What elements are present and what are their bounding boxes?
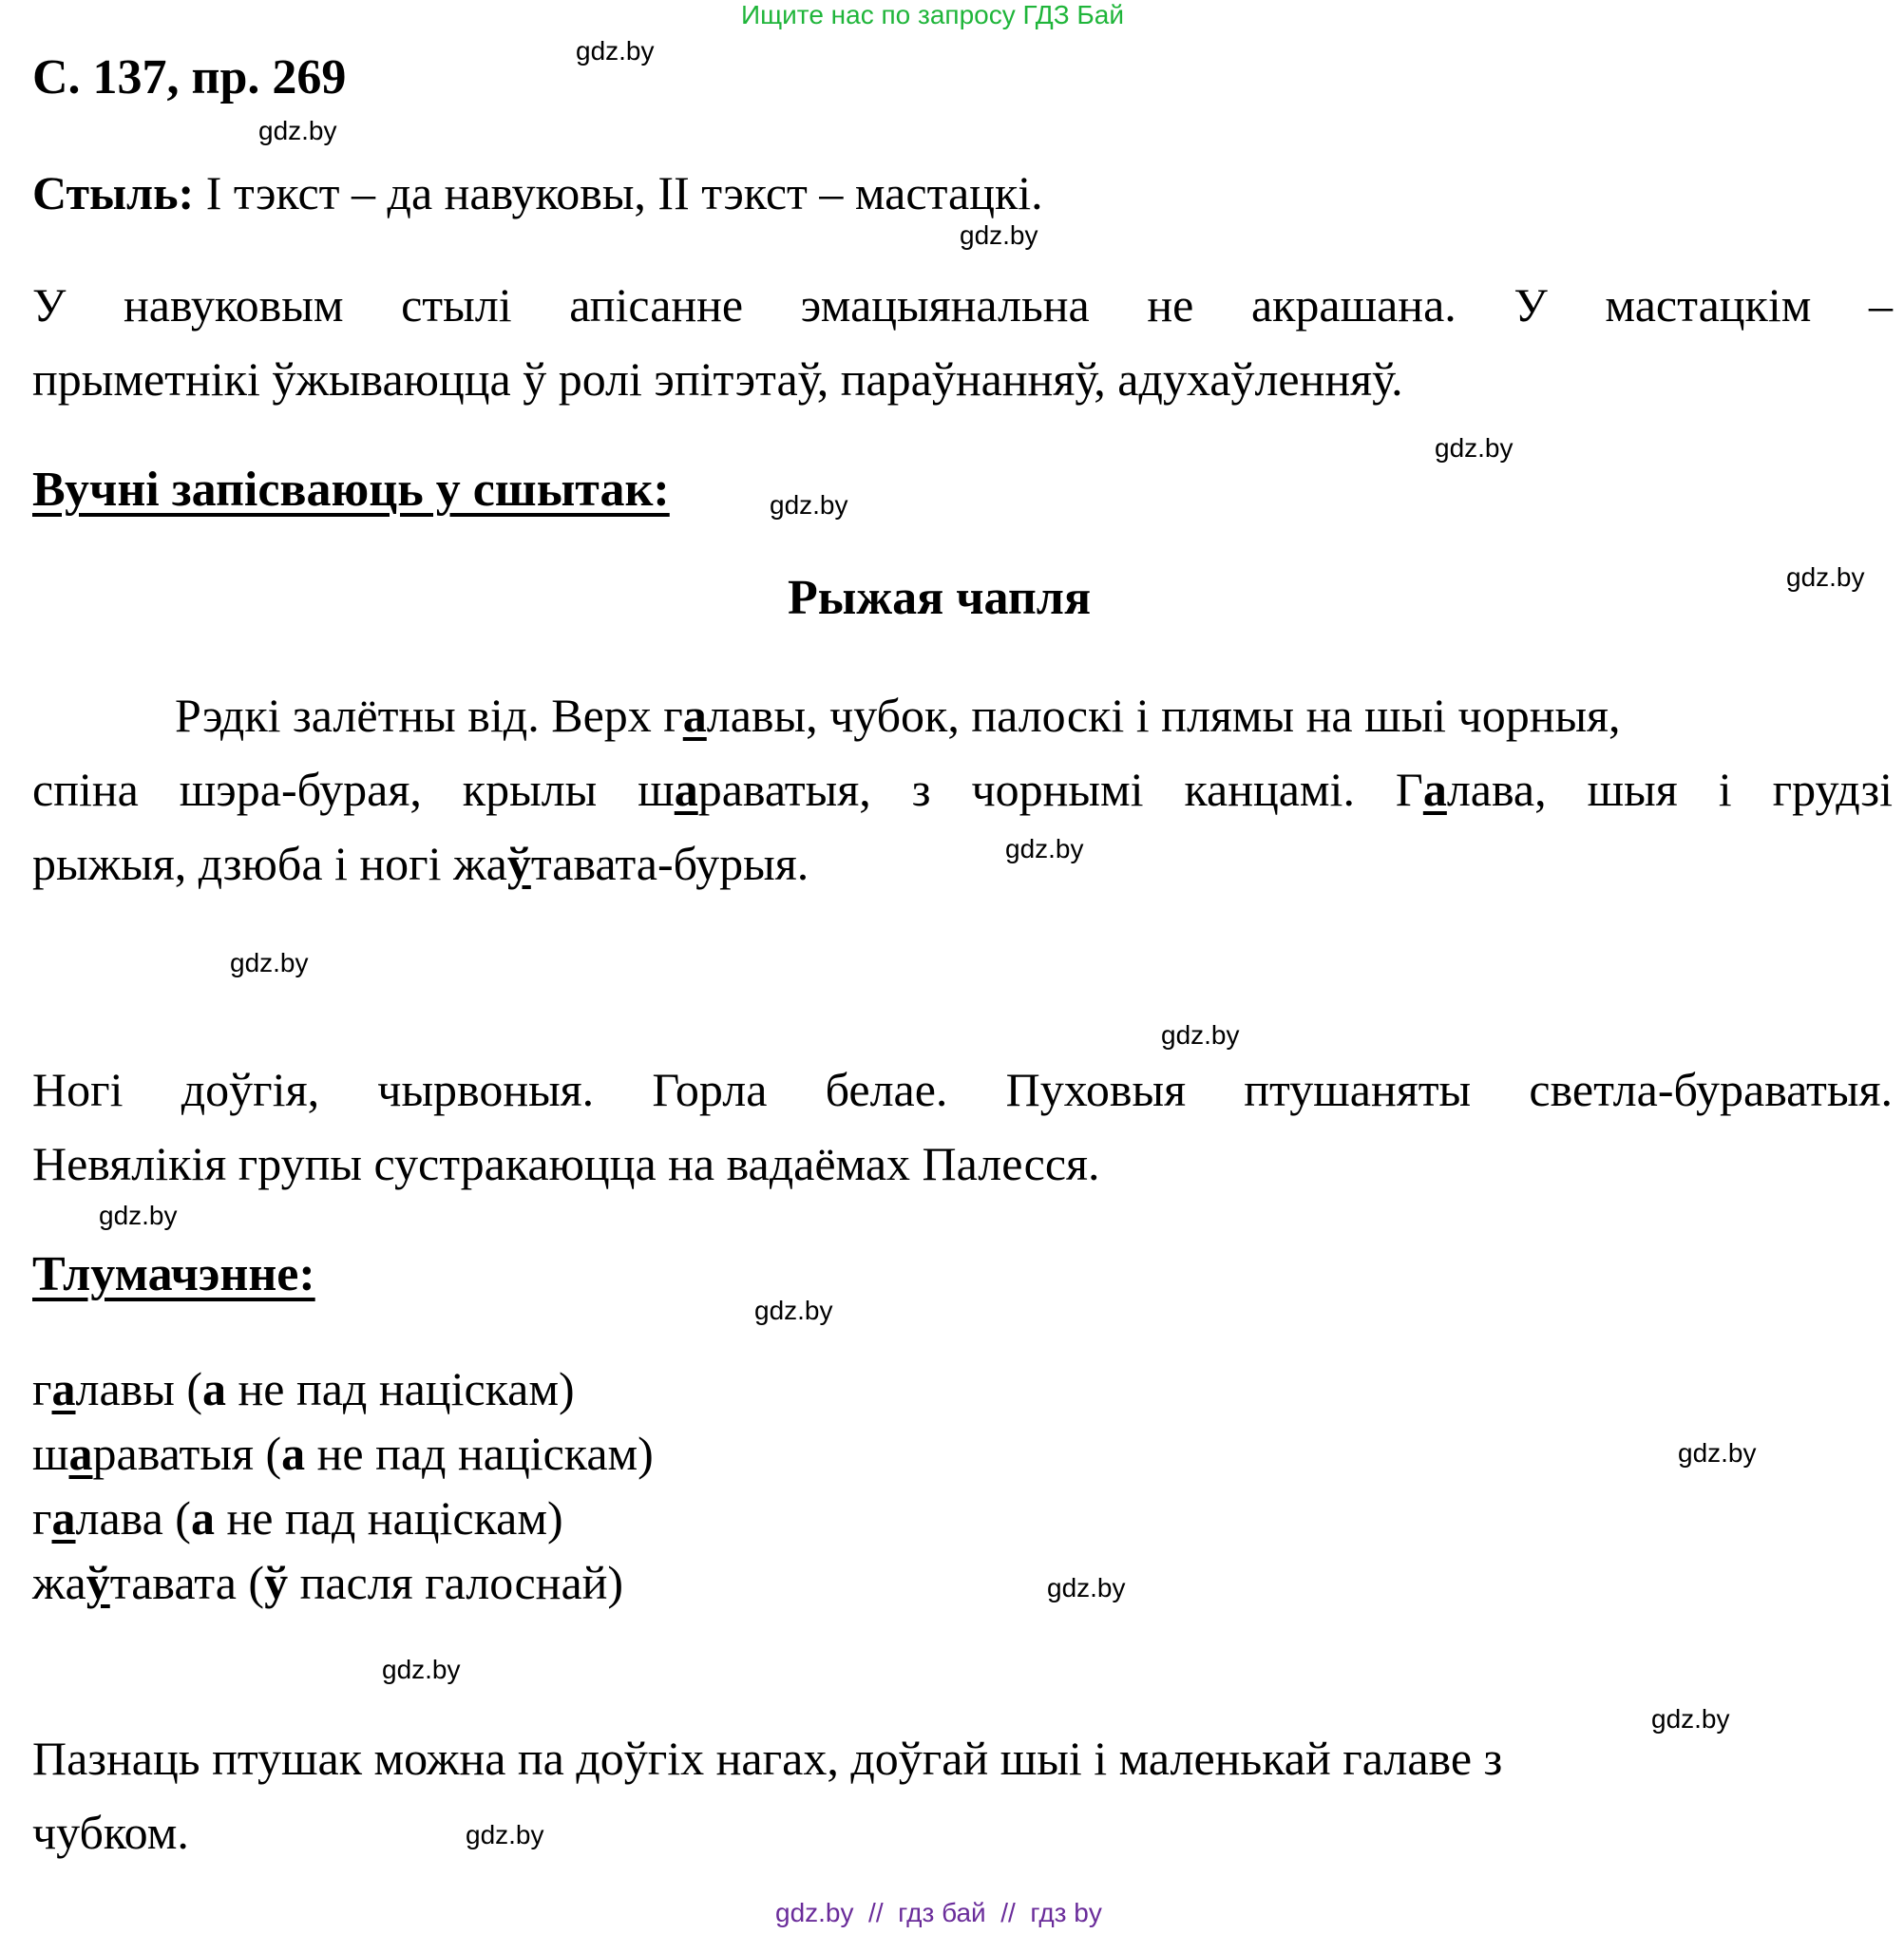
- watermark: gdz.by: [754, 1296, 833, 1325]
- text-segment: тавата (: [109, 1556, 265, 1609]
- bold-letter: а: [202, 1362, 227, 1415]
- explanation-list: [32, 1356, 654, 1615]
- explanation-item: [32, 1356, 654, 1421]
- footer-links[interactable]: gdz.by // гдз бай // гдз by: [775, 1898, 1102, 1927]
- style-label: Стыль:: [32, 166, 195, 219]
- watermark: gdz.by: [382, 1655, 461, 1684]
- text-segment: жа: [32, 1556, 86, 1609]
- conclusion-line-2: чубком.: [32, 1806, 189, 1859]
- text-segment: раватыя, з чорнымі канцамі. Г: [697, 763, 1423, 816]
- watermark: gdz.by: [258, 116, 337, 145]
- watermark: gdz.by: [1005, 834, 1084, 863]
- watermark: gdz.by: [466, 1820, 544, 1849]
- text-segment: спіна шэра-бурая, крылы ш: [32, 763, 675, 816]
- explanation-heading: Тлумачэнне:: [32, 1247, 315, 1301]
- highlighted-letter: ў: [506, 837, 531, 890]
- explanation-item: [32, 1486, 654, 1550]
- notebook-p1-line-3: [32, 826, 809, 901]
- notebook-p1-line-2: [32, 752, 1893, 826]
- analysis-line-2: прыметнікі ўжываюцца ў ролі эпітэтаў, параўнанняў, адухаўленняў.: [32, 352, 1403, 406]
- style-line: [32, 156, 1043, 230]
- site-banner[interactable]: Ищите нас по запросу ГДЗ Бай: [741, 0, 1125, 29]
- text-segment: не пад націскам): [226, 1362, 575, 1415]
- text-segment: лавы (: [75, 1362, 203, 1415]
- text-segment: лавы, чубок, палоскі і плямы на шыі чорныя,: [706, 689, 1621, 742]
- analysis-line-1: У навуковым стылі апісанне эмацыянальна не акрашана. У мастацкім –: [32, 278, 1893, 332]
- text-segment: пасля галоснай): [288, 1556, 624, 1609]
- highlighted-letter: а: [51, 1362, 76, 1415]
- text-segment: не пад націскам): [214, 1491, 563, 1545]
- highlighted-letter: а: [682, 689, 707, 742]
- watermark: gdz.by: [99, 1201, 178, 1230]
- bold-letter: а: [190, 1491, 215, 1545]
- text-segment: лава (: [75, 1491, 191, 1545]
- text-segment: г: [32, 1362, 52, 1415]
- highlighted-letter: а: [1422, 763, 1447, 816]
- text-segment: г: [32, 1491, 52, 1545]
- text-segment: раватыя (: [92, 1427, 282, 1480]
- text-segment: лава, шыя і грудзі: [1446, 763, 1893, 816]
- text-segment: тавата-бурыя.: [530, 837, 809, 890]
- watermark: gdz.by: [1047, 1573, 1126, 1602]
- text-segment: рыжыя, дзюба і ногі жа: [32, 837, 507, 890]
- bold-letter: а: [281, 1427, 306, 1480]
- text-title: Рыжая чапля: [788, 571, 1092, 625]
- watermark: gdz.by: [960, 220, 1038, 250]
- watermark: gdz.by: [1161, 1020, 1240, 1050]
- watermark: gdz.by: [1651, 1704, 1730, 1734]
- highlighted-letter: а: [674, 763, 698, 816]
- text-segment: не пад націскам): [305, 1427, 654, 1480]
- page-title: С. 137, пр. 269: [32, 50, 347, 104]
- watermark: gdz.by: [1435, 433, 1514, 463]
- watermark: gdz.by: [770, 490, 848, 520]
- explanation-item: [32, 1550, 654, 1615]
- style-text: І тэкст – да навуковы, ІІ тэкст – мастацкі.: [194, 166, 1043, 219]
- watermark: gdz.by: [576, 36, 655, 66]
- explanation-item: [32, 1421, 654, 1486]
- highlighted-letter: а: [68, 1427, 93, 1480]
- highlighted-letter: а: [51, 1491, 76, 1545]
- notebook-p2-line-1: Ногі доўгія, чырвоныя. Горла белае. Пуховыя птушаняты светла-бураватыя.: [32, 1063, 1893, 1116]
- text-segment: Рэдкі залётны від. Верх г: [175, 689, 683, 742]
- conclusion-line-1: Пазнаць птушак можна па доўгіх нагах, доўгай шыі і маленькай галаве з: [32, 1732, 1503, 1785]
- watermark: gdz.by: [1786, 562, 1865, 592]
- notebook-p1-line-1: [175, 678, 1621, 752]
- highlighted-letter: ў: [86, 1556, 110, 1609]
- bold-letter: ў: [264, 1556, 289, 1609]
- notebook-p2-line-2: Невялікія групы сустракаюцца на вадаёмах Палесся.: [32, 1137, 1100, 1190]
- notebook-heading: Вучні запісваюць у сшытак:: [32, 463, 670, 517]
- text-segment: ш: [32, 1427, 69, 1480]
- watermark: gdz.by: [230, 948, 309, 977]
- watermark: gdz.by: [1678, 1438, 1757, 1468]
